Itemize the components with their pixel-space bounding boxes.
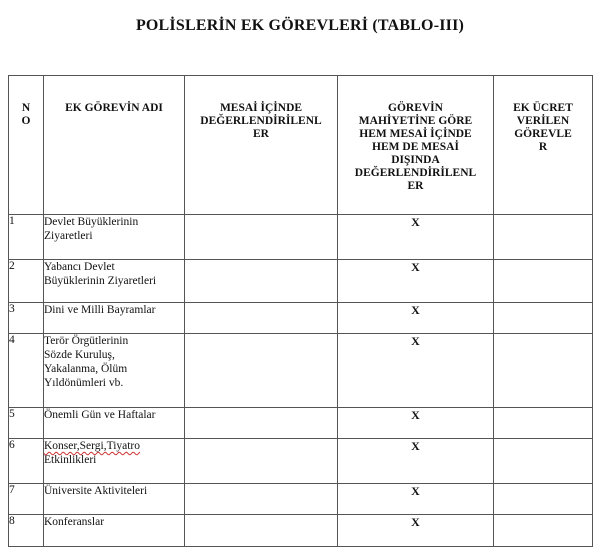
- in-hours-cell: [185, 303, 338, 334]
- header-in-hours: MESAİ İÇİNDE DEĞERLENDİRİLENL ER: [185, 76, 338, 215]
- header-no: N O: [9, 76, 44, 215]
- mixed-hours-mark: X: [338, 439, 494, 484]
- table-row: [9, 515, 593, 547]
- duty-name: Dini ve Milli Bayramlar: [44, 303, 185, 334]
- mixed-hours-mark: X: [338, 408, 494, 439]
- extra-pay-cell: [494, 408, 593, 439]
- table-row: [9, 334, 593, 408]
- table-row: [9, 408, 593, 439]
- duty-name: Konser,Sergi,Tiyatro Etkinlikleri: [44, 439, 185, 484]
- extra-pay-cell: [494, 484, 593, 515]
- duty-name: Devlet Büyüklerinin Ziyaretleri: [44, 215, 185, 260]
- header-duty-name: EK GÖREVİN ADI: [44, 76, 185, 215]
- row-number: 3: [9, 303, 44, 334]
- row-number: 7: [9, 484, 44, 515]
- duty-name: Önemli Gün ve Haftalar: [44, 408, 185, 439]
- extra-pay-cell: [494, 439, 593, 484]
- in-hours-cell: [185, 334, 338, 408]
- extra-pay-cell: [494, 260, 593, 303]
- mixed-hours-mark: X: [338, 484, 494, 515]
- header-extra-pay: EK ÜCRET VERİLEN GÖREVLE R: [494, 76, 593, 215]
- in-hours-cell: [185, 215, 338, 260]
- table-row: [9, 484, 593, 515]
- row-number: 6: [9, 439, 44, 484]
- mixed-hours-mark: X: [338, 215, 494, 260]
- in-hours-cell: [185, 484, 338, 515]
- extra-pay-cell: [494, 215, 593, 260]
- table-row: [9, 215, 593, 260]
- table-row: [9, 260, 593, 303]
- duty-name: Üniversite Aktiviteleri: [44, 484, 185, 515]
- row-number: 2: [9, 260, 44, 303]
- row-number: 1: [9, 215, 44, 260]
- in-hours-cell: [185, 515, 338, 547]
- table-row: [9, 303, 593, 334]
- extra-pay-cell: [494, 303, 593, 334]
- spellcheck-underlined-text: Konser,Sergi,Tiyatro: [44, 440, 141, 452]
- duties-table: [8, 75, 593, 547]
- table-header-row: [9, 76, 593, 215]
- mixed-hours-mark: X: [338, 260, 494, 303]
- in-hours-cell: [185, 439, 338, 484]
- document-title: POLİSLERİN EK GÖREVLERİ (TABLO-III): [135, 17, 465, 34]
- row-number: 4: [9, 334, 44, 408]
- table-row: [9, 439, 593, 484]
- extra-pay-cell: [494, 334, 593, 408]
- header-mixed-hours: GÖREVİN MAHİYETİNE GÖRE HEM MESAİ İÇİNDE HEM DE MESAİ DIŞINDA DEĞERLENDİRİLENL ER: [338, 76, 494, 215]
- in-hours-cell: [185, 260, 338, 303]
- duty-name: Konferanslar: [44, 515, 185, 547]
- in-hours-cell: [185, 408, 338, 439]
- extra-pay-cell: [494, 515, 593, 547]
- duty-name: Terör Örgütlerinin Sözde Kuruluş, Yakalanma, Ölüm Yıldönümleri vb.: [44, 334, 185, 408]
- row-number: 5: [9, 408, 44, 439]
- mixed-hours-mark: X: [338, 515, 494, 547]
- mixed-hours-mark: X: [338, 303, 494, 334]
- row-number: 8: [9, 515, 44, 547]
- duty-name: Yabancı Devlet Büyüklerinin Ziyaretleri: [44, 260, 185, 303]
- mixed-hours-mark: X: [338, 334, 494, 408]
